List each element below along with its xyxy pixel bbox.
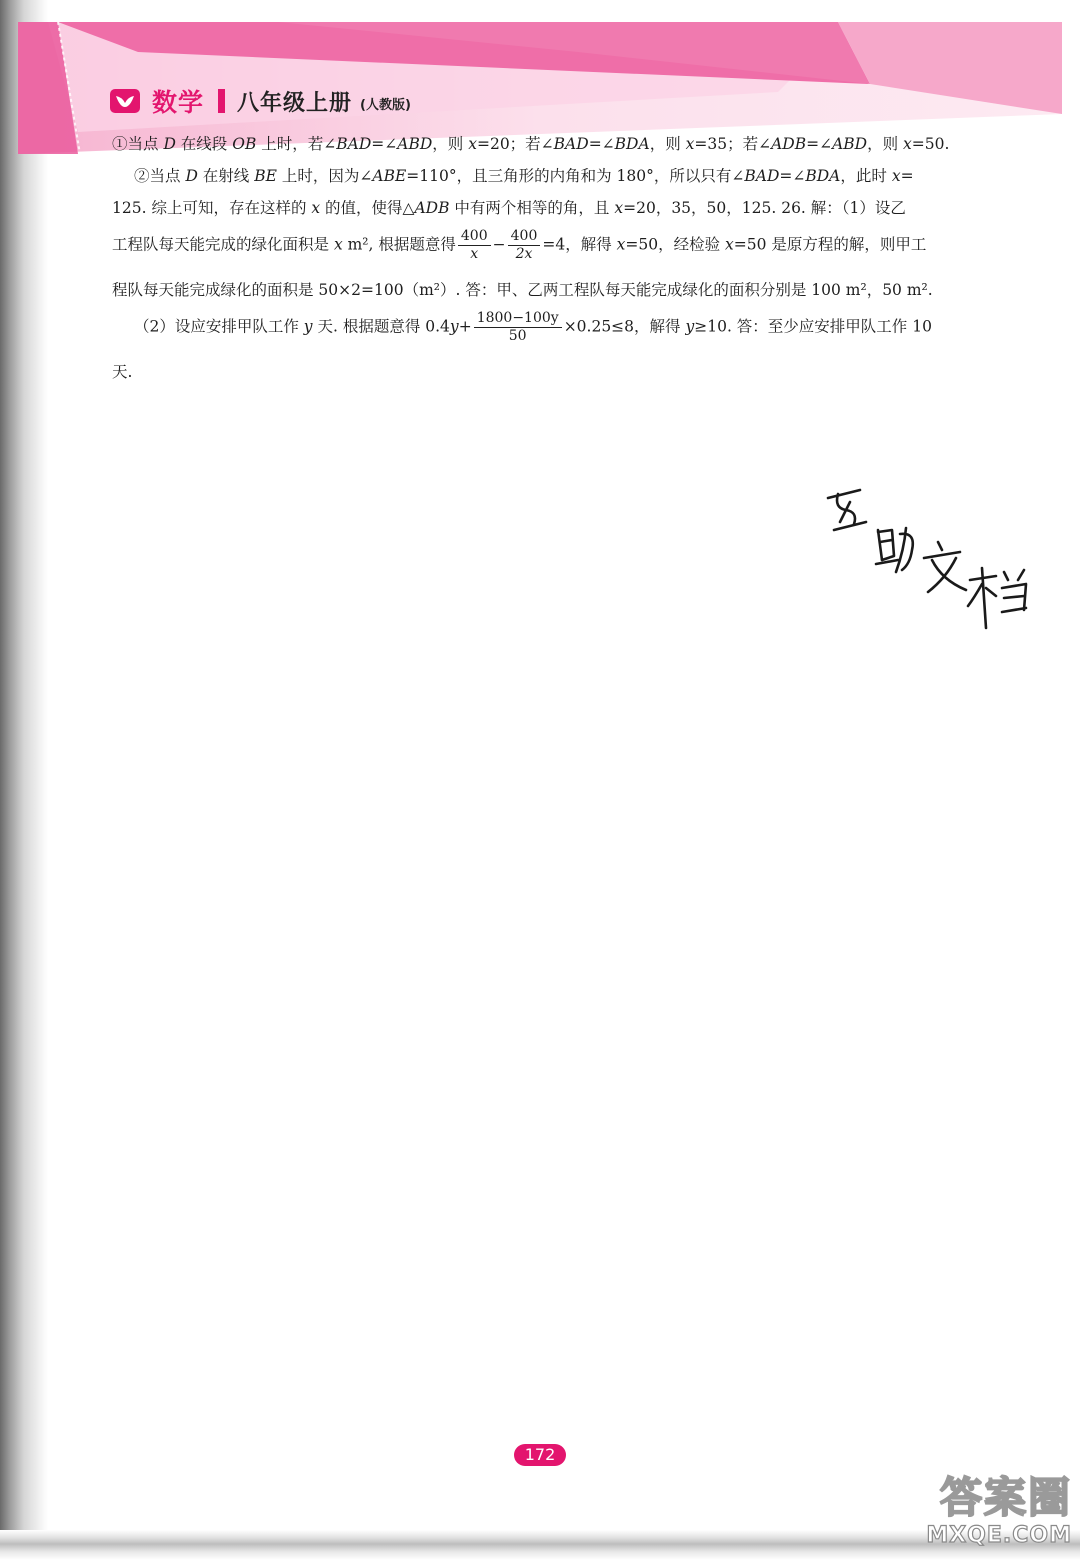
math-var: D: [185, 167, 198, 185]
text-line-1: [112, 134, 949, 154]
leaf-icon: [114, 93, 136, 109]
text: =∠: [779, 167, 806, 185]
title-divider: [218, 89, 225, 113]
math-var: y: [685, 317, 695, 336]
text-line-4: [112, 228, 926, 263]
math-var: x: [333, 235, 343, 254]
math-var: BDA: [805, 167, 841, 185]
text: （2）设应安排甲队工作: [134, 317, 304, 336]
math-var: BAD: [744, 167, 780, 185]
subject-title: 数学: [152, 88, 205, 117]
math-var: x: [685, 135, 695, 153]
math-var: x: [725, 235, 734, 254]
math-var: x: [903, 135, 912, 153]
book-title-row: [110, 84, 411, 118]
text-line-7: [112, 362, 132, 382]
text: =20，35，50，125. 26. 解：（1）设乙: [623, 199, 906, 217]
text: =50.: [911, 135, 950, 153]
math-var: ADB: [414, 199, 450, 217]
text: ≥10. 答：至少应安排甲队工作 10: [694, 317, 932, 336]
text: 工程队每天能完成的绿化面积是: [112, 235, 334, 254]
text: 程队每天能完成绿化的面积是 50×2=100（m²）. 答：甲、乙两工程队每天能完成绿化的面积分别是 100 m²，50 m².: [112, 281, 933, 299]
math-var: x: [614, 199, 624, 217]
math-var: ABD: [397, 135, 433, 153]
book-logo-icon: [110, 89, 140, 113]
math-var: x: [616, 235, 626, 254]
math-var: x: [468, 135, 477, 153]
fraction-400-over-2x: [508, 228, 541, 263]
fraction-1800-minus-100y-over-50: [474, 310, 562, 345]
text: =∠: [588, 135, 615, 153]
text: =20；若∠: [476, 135, 554, 153]
edition-label: (人教版): [360, 97, 411, 113]
fraction-numerator: 400: [458, 228, 491, 246]
watermark-title: 答案圈: [939, 1473, 1072, 1522]
text: 的值，使得△: [320, 199, 415, 217]
math-var: D: [163, 135, 176, 153]
text: 天. 根据题意得 0.4: [312, 317, 450, 336]
text: ，则: [432, 135, 469, 153]
text: =50，经检验: [625, 235, 726, 254]
watermark-logo: [896, 1474, 1072, 1550]
watermark-url: MXQE.COM: [926, 1523, 1072, 1548]
fraction-denominator: 50: [508, 328, 527, 344]
fraction-400-over-x: [458, 228, 491, 263]
math-var: BE: [254, 167, 277, 185]
math-var: BAD: [553, 135, 589, 153]
text: ，此时: [840, 167, 892, 185]
math-var: BAD: [336, 135, 372, 153]
text: =: [900, 167, 914, 185]
text-line-2: [134, 166, 914, 186]
text: 上时，因为∠: [276, 167, 373, 185]
page-binding-shadow: [0, 0, 48, 1560]
text: m², 根据题意得: [342, 235, 456, 254]
text: =4，解得: [542, 235, 617, 254]
text: 在线段: [175, 135, 233, 153]
handwritten-signature: [820, 480, 1040, 640]
text: ×0.25≤8，解得: [563, 317, 686, 336]
text: ②当点: [134, 167, 186, 185]
text: =110°，且三角形的内角和为 180°，所以只有∠: [406, 167, 745, 185]
text: 中有两个相等的角，且: [449, 199, 615, 217]
text: ，则: [649, 135, 686, 153]
math-var: y: [449, 317, 459, 336]
math-var: ADB: [771, 135, 807, 153]
text: +: [458, 317, 472, 336]
text-line-6: [134, 310, 932, 345]
math-var: x: [311, 199, 321, 217]
math-var: ABE: [372, 167, 407, 185]
text: =∠: [371, 135, 398, 153]
fraction-numerator: 400: [508, 228, 541, 246]
text-line-5: [112, 280, 933, 300]
text: 上时，若∠: [256, 135, 337, 153]
text: ，则: [867, 135, 904, 153]
text: 在射线: [197, 167, 255, 185]
text: 125. 综上可知，存在这样的: [112, 199, 312, 217]
text: 天.: [112, 363, 133, 381]
fraction-denominator: x: [470, 246, 479, 262]
math-var: ABD: [832, 135, 868, 153]
fraction-numerator: 1800−100y: [474, 310, 562, 328]
math-var: BDA: [614, 135, 650, 153]
minus-sign: −: [492, 235, 506, 254]
text: =∠: [806, 135, 833, 153]
text: =50 是原方程的解，则甲工: [733, 235, 927, 254]
text-line-3: [112, 198, 906, 218]
math-var: y: [303, 317, 313, 336]
text: =35；若∠: [694, 135, 772, 153]
grade-title: 八年级上册: [237, 89, 353, 116]
fraction-denominator: 2x: [515, 246, 533, 262]
page-number: 172: [514, 1444, 566, 1466]
math-var: x: [891, 167, 901, 185]
math-var: OB: [232, 135, 257, 153]
text: ①当点: [112, 135, 164, 153]
